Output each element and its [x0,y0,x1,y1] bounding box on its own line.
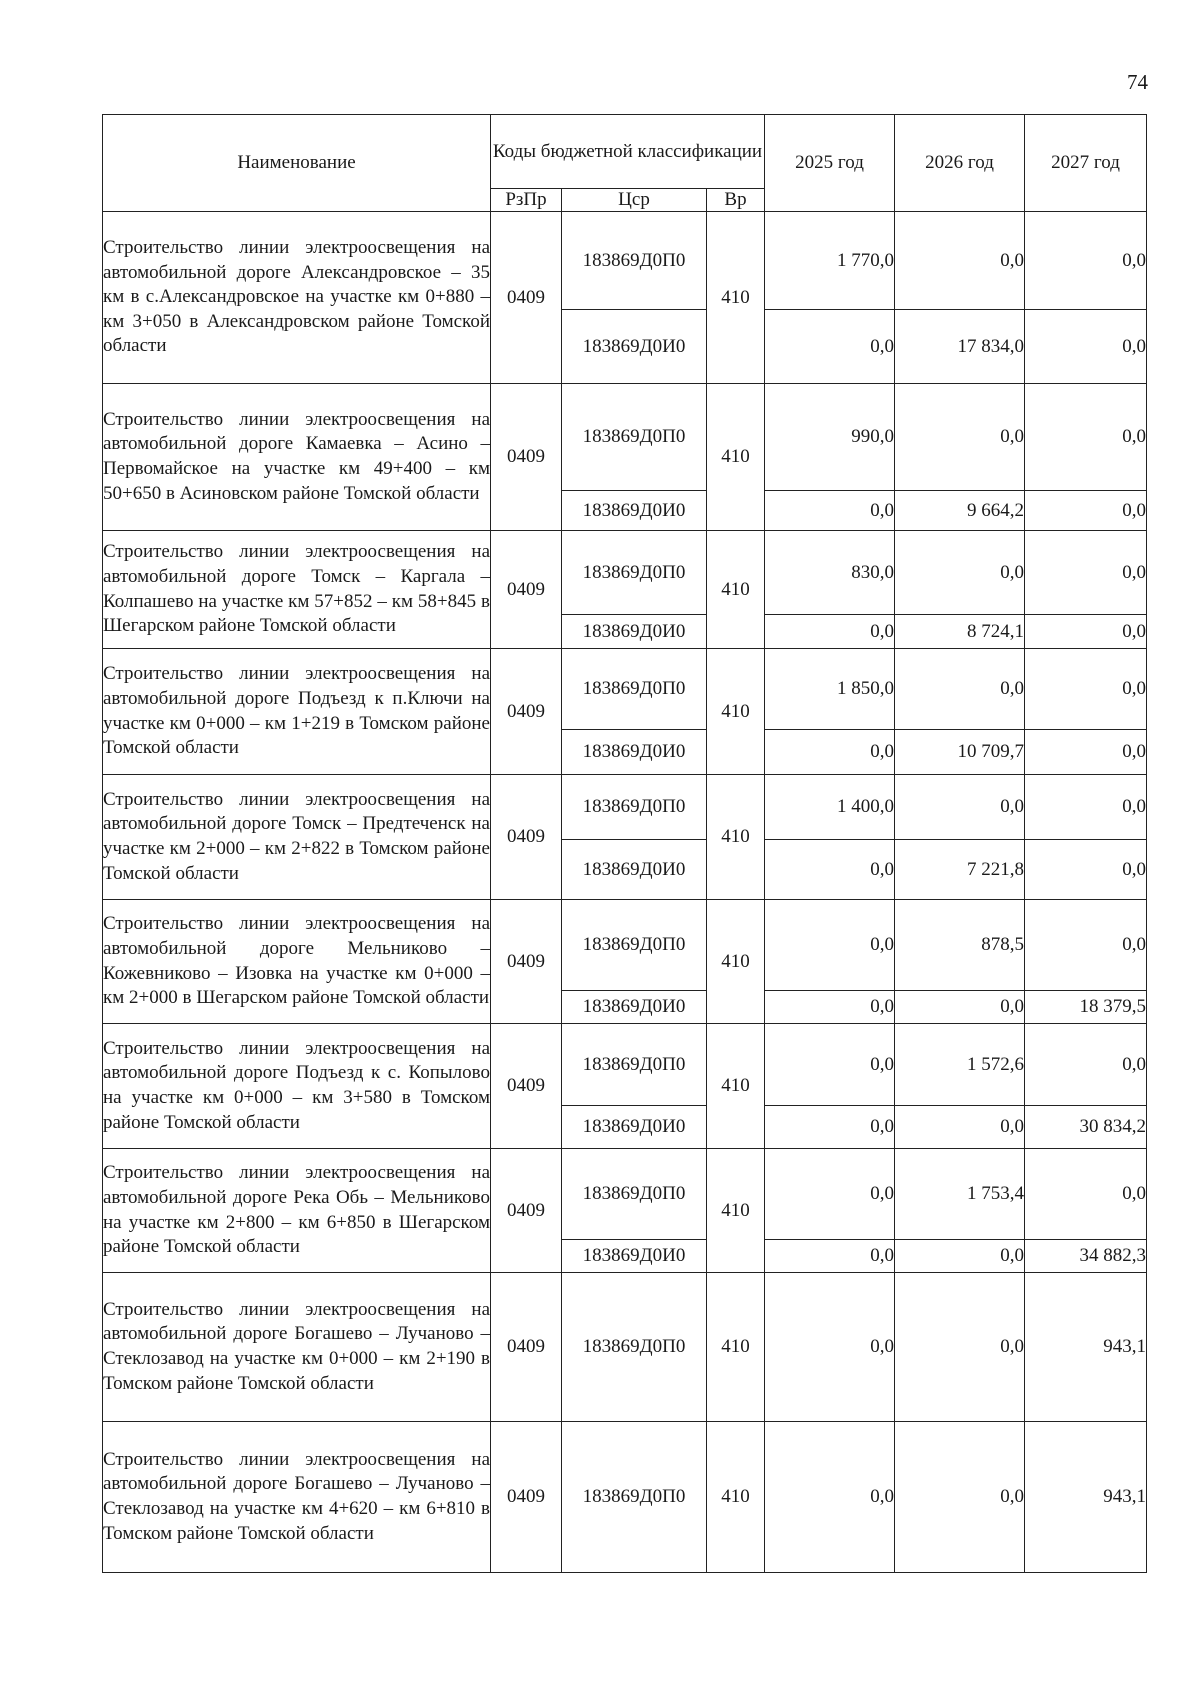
row-value-2026: 0,0 [895,212,1025,310]
table-row [103,212,1147,310]
table-row [103,1149,1147,1240]
row-value-2025: 1 770,0 [765,212,895,310]
row-name: Строительство линии электроосвещения на автомобильной дороге Богашево – Лучаново – Стеклозавод на участке км 0+000 – км 2+190 в Томском районе Томской области [103,1273,491,1422]
row-name: Строительство линии электроосвещения на автомобильной дороге Подъезд к с. Копылово на участке км 0+000 – км 3+580 в Томском районе Томской области [103,1024,491,1149]
page-number: 74 [1127,70,1148,94]
row-name: Строительство линии электроосвещения на автомобильной дороге Александровское – 35 км в с.Александровское на участке км 0+880 – км 3+050 в Александровском районе Томской области [103,212,491,384]
row-value-2026: 1 753,4 [895,1149,1025,1240]
row-value-2025: 0,0 [765,1024,895,1106]
row-value-2026: 10 709,7 [895,730,1025,775]
row-csr: 183869Д0П0 [562,1024,707,1106]
row-value-2027: 0,0 [1025,384,1147,491]
row-value-2026: 0,0 [895,649,1025,730]
row-csr: 183869Д0П0 [562,212,707,310]
row-value-2027: 34 882,3 [1025,1240,1147,1273]
row-name: Строительство линии электроосвещения на автомобильной дороге Река Обь – Мельниково на участке км 2+800 – км 6+850 в Шегарском районе Томской области [103,1149,491,1273]
row-name: Строительство линии электроосвещения на автомобильной дороге Томск – Предтеченск на участке км 2+000 – км 2+822 в Томском районе Томской области [103,775,491,900]
row-rzpr: 0409 [491,775,562,900]
row-name: Строительство линии электроосвещения на автомобильной дороге Камаевка – Асино – Первомайское на участке км 49+400 – км 50+650 в Асиновском районе Томской области [103,384,491,531]
row-value-2027: 18 379,5 [1025,991,1147,1024]
table-row [103,1273,1147,1422]
row-value-2025: 0,0 [765,900,895,991]
row-value-2025: 0,0 [765,730,895,775]
row-csr: 183869Д0И0 [562,730,707,775]
row-csr: 183869Д0И0 [562,310,707,384]
row-name: Строительство линии электроосвещения на автомобильной дороге Томск – Каргала – Колпашево на участке км 57+852 – км 58+845 в Шегарском районе Томской области [103,531,491,649]
row-csr: 183869Д0П0 [562,1149,707,1240]
row-rzpr: 0409 [491,1149,562,1273]
row-value-2025: 1 400,0 [765,775,895,840]
header-2026: 2026 год [895,115,1025,212]
row-value-2027: 0,0 [1025,775,1147,840]
row-value-2026: 0,0 [895,1106,1025,1149]
row-name: Строительство линии электроосвещения на автомобильной дороге Мельниково – Кожевниково – Изовка на участке км 0+000 – км 2+000 в Шегарском районе Томской области [103,900,491,1024]
row-value-2025: 0,0 [765,491,895,531]
row-vr: 410 [707,1024,765,1149]
row-rzpr: 0409 [491,212,562,384]
row-value-2027: 0,0 [1025,840,1147,900]
row-vr: 410 [707,1422,765,1573]
header-vr: Вр [707,189,765,212]
row-vr: 410 [707,775,765,900]
row-value-2026: 0,0 [895,1273,1025,1422]
row-csr: 183869Д0И0 [562,991,707,1024]
row-csr: 183869Д0П0 [562,900,707,991]
row-csr: 183869Д0П0 [562,384,707,491]
row-value-2027: 0,0 [1025,310,1147,384]
header-2027: 2027 год [1025,115,1147,212]
row-value-2026: 0,0 [895,775,1025,840]
row-value-2027: 0,0 [1025,730,1147,775]
row-vr: 410 [707,1149,765,1273]
row-value-2027: 0,0 [1025,1149,1147,1240]
row-value-2025: 0,0 [765,310,895,384]
row-name: Строительство линии электроосвещения на автомобильной дороге Богашево – Лучаново – Стеклозавод на участке км 4+620 – км 6+810 в Томском районе Томской области [103,1422,491,1573]
row-value-2027: 0,0 [1025,649,1147,730]
row-rzpr: 0409 [491,1422,562,1573]
table-row [103,649,1147,730]
row-value-2027: 0,0 [1025,1024,1147,1106]
row-vr: 410 [707,531,765,649]
row-value-2025: 0,0 [765,1240,895,1273]
table-row [103,1422,1147,1573]
row-value-2026: 8 724,1 [895,615,1025,649]
row-vr: 410 [707,900,765,1024]
row-vr: 410 [707,1273,765,1422]
row-value-2026: 1 572,6 [895,1024,1025,1106]
row-csr: 183869Д0П0 [562,1273,707,1422]
row-value-2027: 943,1 [1025,1273,1147,1422]
row-value-2025: 990,0 [765,384,895,491]
row-value-2027: 0,0 [1025,212,1147,310]
row-value-2026: 7 221,8 [895,840,1025,900]
row-value-2025: 0,0 [765,1273,895,1422]
row-value-2025: 0,0 [765,615,895,649]
row-value-2027: 30 834,2 [1025,1106,1147,1149]
budget-table [102,114,1147,1573]
row-csr: 183869Д0И0 [562,615,707,649]
row-rzpr: 0409 [491,531,562,649]
row-vr: 410 [707,649,765,775]
table-row [103,775,1147,840]
table-row [103,531,1147,615]
table-body [103,212,1147,1573]
row-value-2025: 1 850,0 [765,649,895,730]
row-vr: 410 [707,384,765,531]
row-value-2026: 0,0 [895,531,1025,615]
row-value-2027: 0,0 [1025,531,1147,615]
row-value-2026: 0,0 [895,384,1025,491]
row-value-2026: 878,5 [895,900,1025,991]
row-rzpr: 0409 [491,1273,562,1422]
row-csr: 183869Д0И0 [562,491,707,531]
row-rzpr: 0409 [491,1024,562,1149]
row-csr: 183869Д0И0 [562,840,707,900]
row-value-2027: 943,1 [1025,1422,1147,1573]
row-value-2026: 0,0 [895,1240,1025,1273]
header-name: Наименование [103,115,491,212]
row-value-2026: 9 664,2 [895,491,1025,531]
row-value-2025: 0,0 [765,1106,895,1149]
row-value-2025: 0,0 [765,1149,895,1240]
table-row [103,384,1147,491]
header-codes: Коды бюджетной классификации [491,115,765,189]
row-value-2025: 830,0 [765,531,895,615]
row-vr: 410 [707,212,765,384]
row-value-2026: 17 834,0 [895,310,1025,384]
table-row [103,900,1147,991]
row-csr: 183869Д0П0 [562,1422,707,1573]
row-value-2027: 0,0 [1025,491,1147,531]
row-csr: 183869Д0И0 [562,1106,707,1149]
table-row [103,1024,1147,1106]
row-rzpr: 0409 [491,900,562,1024]
row-rzpr: 0409 [491,384,562,531]
row-value-2027: 0,0 [1025,900,1147,991]
row-csr: 183869Д0П0 [562,531,707,615]
header-csr: Цср [562,189,707,212]
row-value-2026: 0,0 [895,991,1025,1024]
row-value-2027: 0,0 [1025,615,1147,649]
row-value-2025: 0,0 [765,991,895,1024]
row-csr: 183869Д0И0 [562,1240,707,1273]
row-value-2026: 0,0 [895,1422,1025,1573]
row-csr: 183869Д0П0 [562,775,707,840]
header-2025: 2025 год [765,115,895,212]
row-value-2025: 0,0 [765,840,895,900]
row-name: Строительство линии электроосвещения на автомобильной дороге Подъезд к п.Ключи на участке км 0+000 – км 1+219 в Томском районе Томской области [103,649,491,775]
header-rzpr: РзПр [491,189,562,212]
row-csr: 183869Д0П0 [562,649,707,730]
row-rzpr: 0409 [491,649,562,775]
row-value-2025: 0,0 [765,1422,895,1573]
